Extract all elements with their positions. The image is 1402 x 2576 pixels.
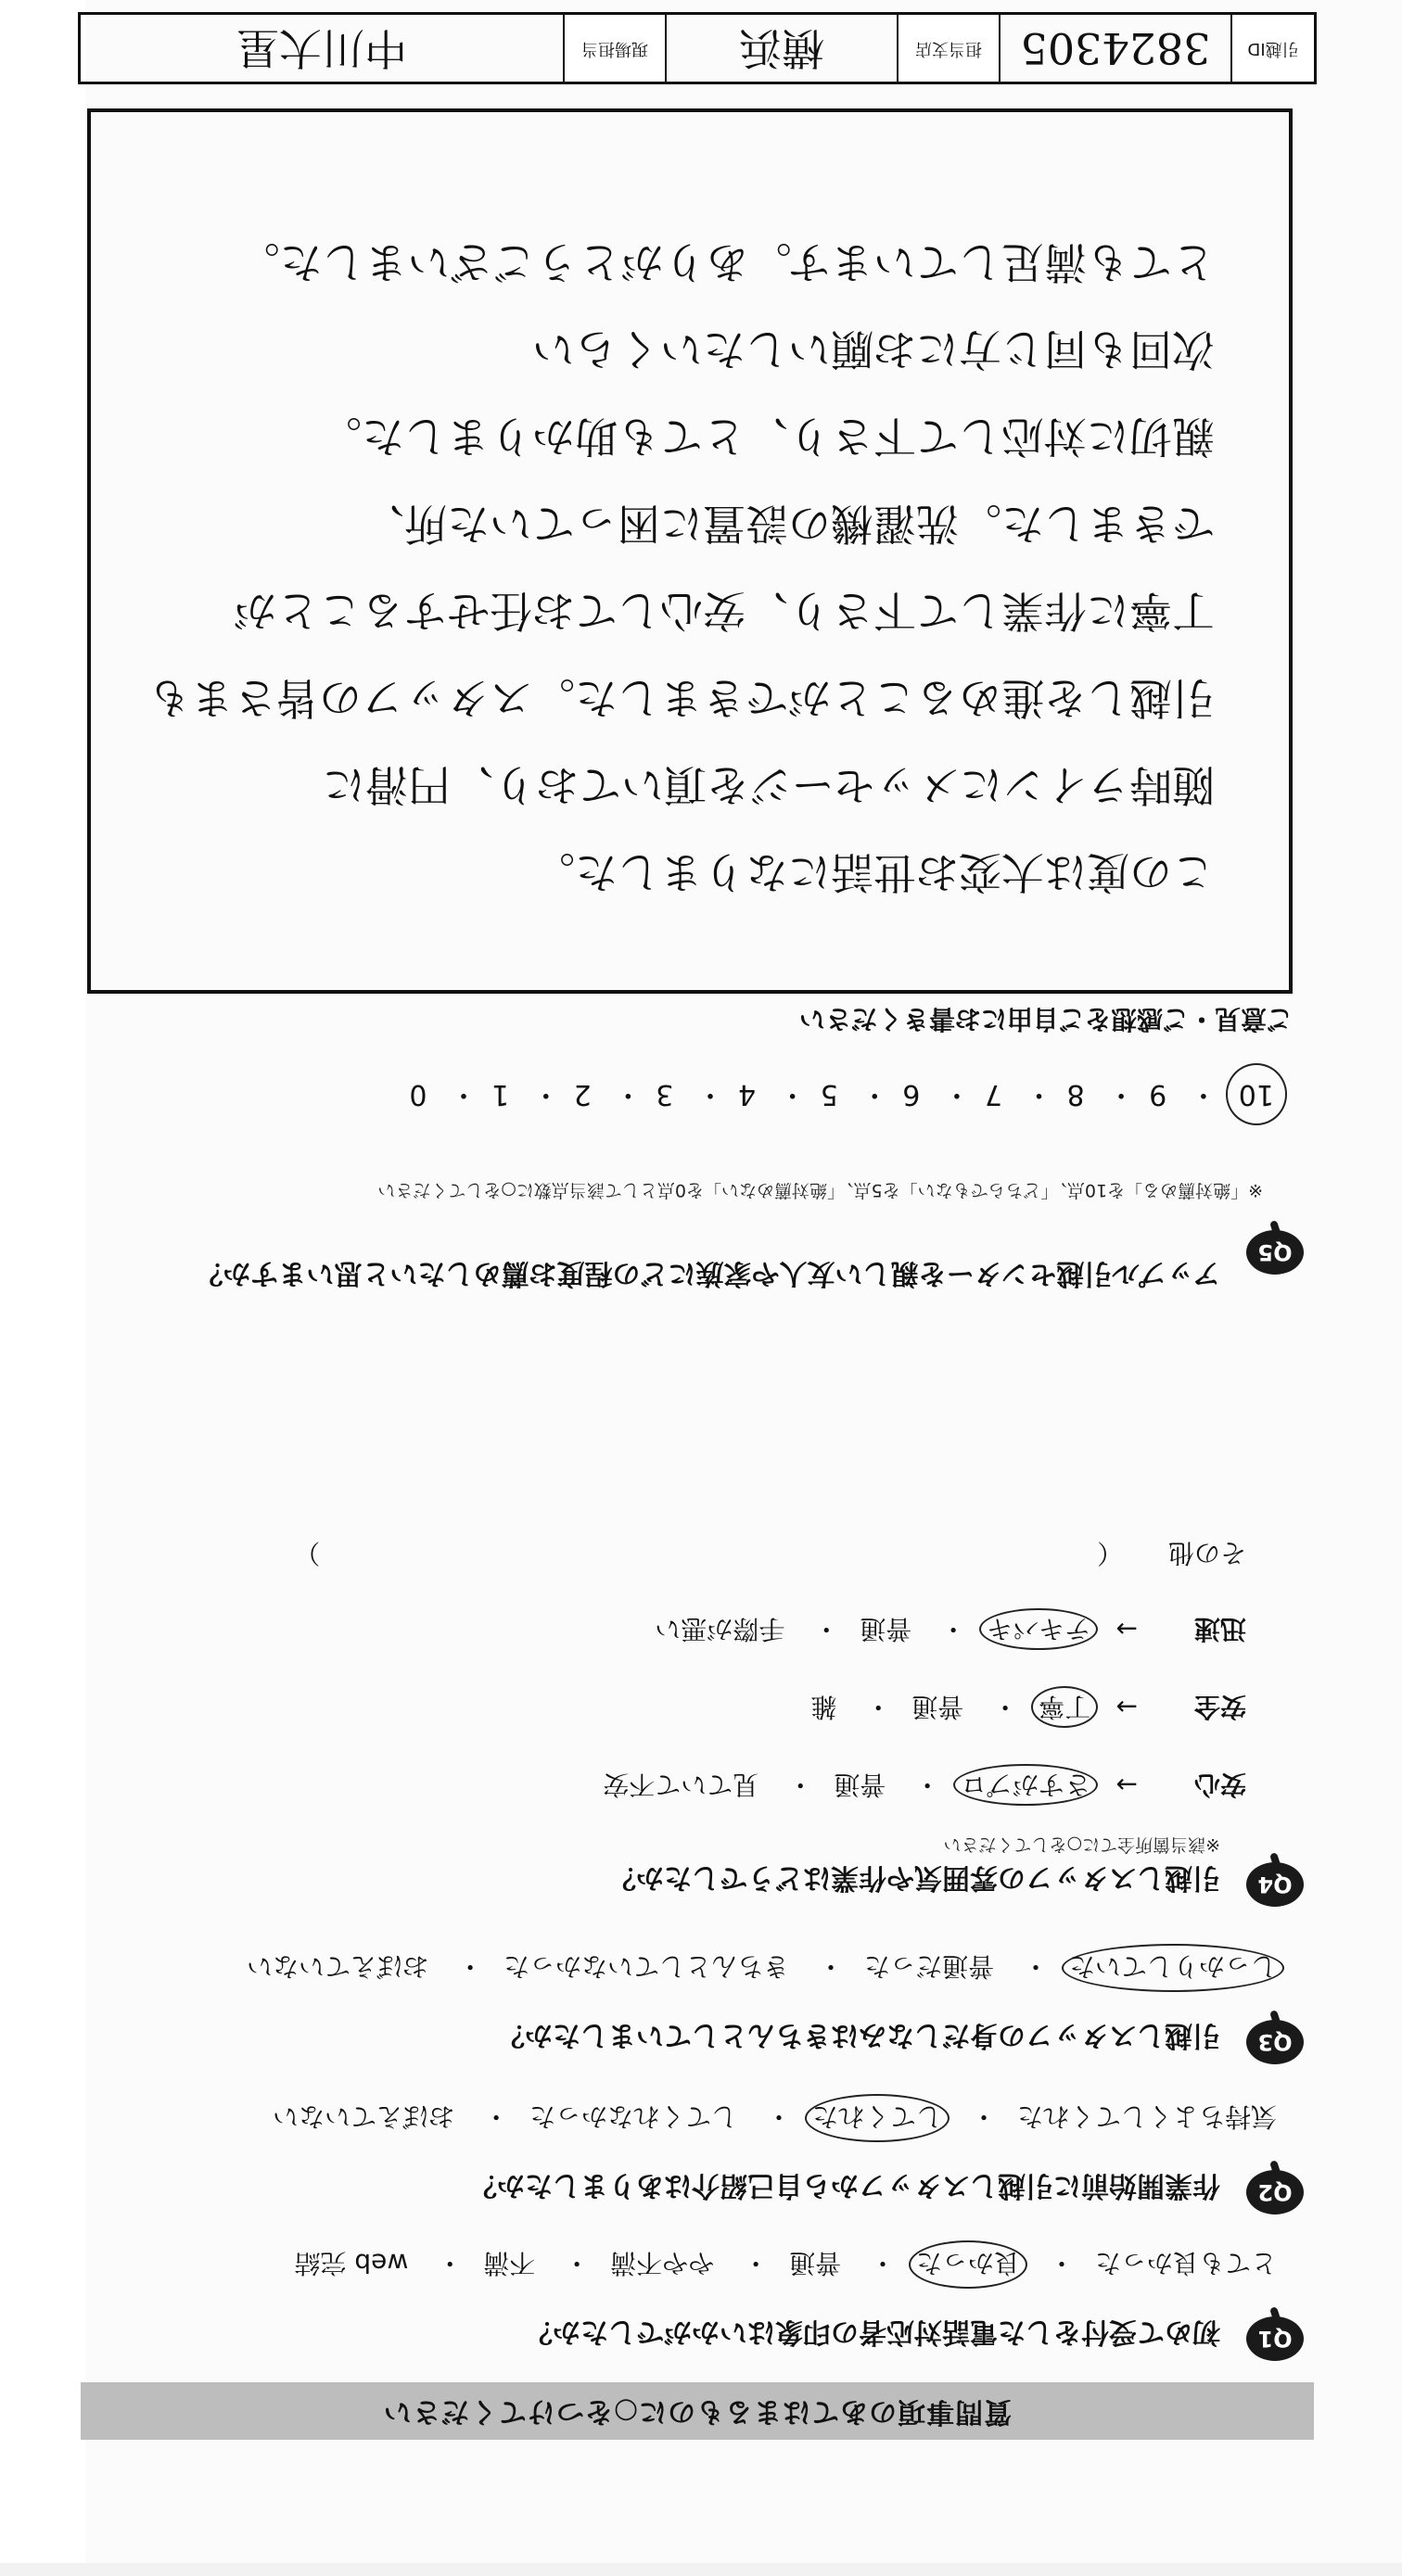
comment-line: 親切に対応して下さり、とても助かりました。 [319,412,1215,462]
comment-line: できました。洗濯機の設置に困っていた所、 [362,499,1215,549]
q3-option[interactable]: きちんとしていなかった [503,1951,790,1982]
q1-badge: Q1 [1246,2316,1304,2361]
q2-option[interactable]: おぼえていない [273,2101,455,2132]
q5-score[interactable]: 6 [902,1078,921,1110]
q1-option[interactable]: やや不満 [610,2248,715,2278]
footer-value-cell [665,15,897,82]
q1-options: とても良かった・ 良かった・ 普通・ やや不満・ 不満・ web 完結 [295,2246,1278,2283]
scan-edge-strip [0,2563,1402,2576]
q4-option[interactable]: 見ていて不安 [603,1770,759,1800]
q3-options: しっかりしていた・ 普通だった・ きちんとしていなかった・ おぼえていない [247,1949,1277,1986]
q4-option-selected[interactable]: さすがプロ [953,1764,1098,1806]
q4-badge: Q4 [1246,1862,1304,1907]
q5-score[interactable]: 2 [573,1078,592,1110]
q5-scale: 10・ 9・ 8・ 7・ 6・ 5・ 4・ 3・ 2・ 1・ 0 [409,1077,1281,1118]
q3-option[interactable]: おぼえていない [247,1951,429,1982]
q4-row-label: 安心 [1193,1770,1246,1800]
q5-score[interactable]: 4 [737,1078,757,1110]
q5-badge: Q5 [1246,1230,1304,1275]
q4-row-anshin: 安心 → さすがプロ・ 普通・ 見ていて不安 [603,1768,1246,1805]
footer-value-branch: 横浜 [739,23,824,73]
q4-other-close: ） [294,1538,321,1568]
q1-option-selected[interactable]: 良かった [909,2240,1027,2289]
q4-text: 引越しスタッフの雰囲気や作業はどうでしたか？ [608,1861,1220,1894]
q2-option[interactable]: してくれなかった [529,2101,738,2132]
footer-label-cell [897,15,999,82]
arrow-icon: → [1115,1770,1138,1800]
q4-option[interactable]: 普通 [911,1692,964,1722]
q1-option[interactable]: 普通 [789,2248,842,2278]
header-bar [81,2382,1314,2440]
footer-value-cell [81,15,563,82]
footer-value-cell [999,15,1230,82]
comments-label: ご意見・ご感想をご自由にお書きください [798,1004,1293,1034]
header-title: 質問事項のあてはまるものに○をつけてください [382,2395,1013,2428]
scan-margin [0,0,85,2576]
comment-line: 引越しを進めることができました。スタッフの皆さまも [148,673,1215,723]
q2-options: 気持ちよくしてくれた・ してくれた・ してくれなかった・ おぼえていない [273,2100,1277,2137]
footer-value-move-id: 3824305 [1020,23,1211,73]
q3-badge: Q3 [1246,2020,1304,2064]
q1-option[interactable]: 不満 [483,2248,536,2278]
q5-text: アップル引越センターを親しい友人や家族にどの程度お薦めしたいと思いますか？ [195,1257,1220,1289]
comments-box[interactable] [87,108,1293,994]
q5-note: ※「絶対薦める」を10点、「どちらでもない」を5点、「絶対薦めない」を0点として該当点数に○をしてください [377,1180,1263,1200]
q4-row-anzen: 安全 → 丁寧・ 普通・ 雑 [810,1690,1246,1727]
footer-value-staff: 中川大星 [236,23,407,73]
q2-option[interactable]: 気持ちよくしてくれた [1016,2101,1277,2132]
q5-score[interactable]: 8 [1066,1078,1085,1110]
q3-text: 引越しスタッフの身だしなみはきちんとしていましたか？ [497,2019,1220,2051]
q5-score[interactable]: 1 [491,1078,510,1110]
footer-table [78,12,1317,84]
q4-row-jinsoku: 迅速 → テキパキ・ 普通・ 手際が悪い [655,1612,1246,1649]
q4-option[interactable]: 普通 [860,1614,912,1644]
q2-option-selected[interactable]: してくれた [805,2094,950,2142]
q5-score-selected[interactable]: 10 [1226,1063,1287,1125]
q3-option-selected[interactable]: しっかりしていた [1062,1944,1284,1992]
q4-option[interactable]: 普通 [834,1770,886,1800]
q4-other-row [134,1536,1246,1573]
comment-line: 随時ラインにメッセージを頂いており、円滑に [323,760,1215,810]
q4-row-label: 安全 [1193,1692,1246,1722]
q4-other-label: その他 [1167,1538,1246,1568]
q5-score[interactable]: 5 [820,1078,838,1110]
q4-option-selected[interactable]: テキパキ [979,1608,1098,1650]
footer-label-staff: 現場担当 [565,15,665,82]
q4-option[interactable]: 雑 [810,1692,837,1722]
q1-option[interactable]: とても良かった [1094,2248,1277,2278]
q5-score[interactable]: 0 [409,1078,427,1110]
q4-row-label: 迅速 [1193,1614,1246,1644]
q3-option[interactable]: 普通だった [864,1951,995,1982]
q4-option-selected[interactable]: 丁寧 [1031,1686,1098,1728]
footer-label-branch: 担当支店 [899,15,999,82]
q4-note: ※該当箇所全てに○をしてください [943,1834,1220,1855]
arrow-icon: → [1115,1614,1138,1644]
comment-line: この度は大変お世話になりました。 [532,847,1215,897]
comment-line: 丁寧に作業して下さり、安心してお任せすることが [234,586,1215,636]
q2-text: 作業開始前に引越しスタッフから自己紹介はありましたか？ [469,2169,1220,2202]
q5-score[interactable]: 7 [984,1078,1002,1110]
arrow-icon: → [1115,1692,1138,1722]
comment-line: 次回も同じ方にお願いしたいくらい [532,324,1215,374]
q5-score[interactable]: 9 [1149,1078,1167,1110]
footer-label-cell [1230,15,1314,82]
q1-option[interactable]: web 完結 [294,2248,409,2278]
footer-label-cell [563,15,665,82]
comment-line: とても満足しています。ありがとうございました。 [236,237,1215,287]
q1-text: 初めて受付をした電話対応者の印象はいかがでしたか？ [525,2316,1220,2348]
footer-label-move-id: 引越ID [1232,15,1314,82]
q2-badge: Q2 [1246,2170,1304,2214]
q4-other-open: （ [1097,1538,1124,1568]
comments-handwritten [148,219,1215,916]
q4-option[interactable]: 手際が悪い [655,1614,785,1644]
q5-score[interactable]: 3 [656,1078,674,1110]
